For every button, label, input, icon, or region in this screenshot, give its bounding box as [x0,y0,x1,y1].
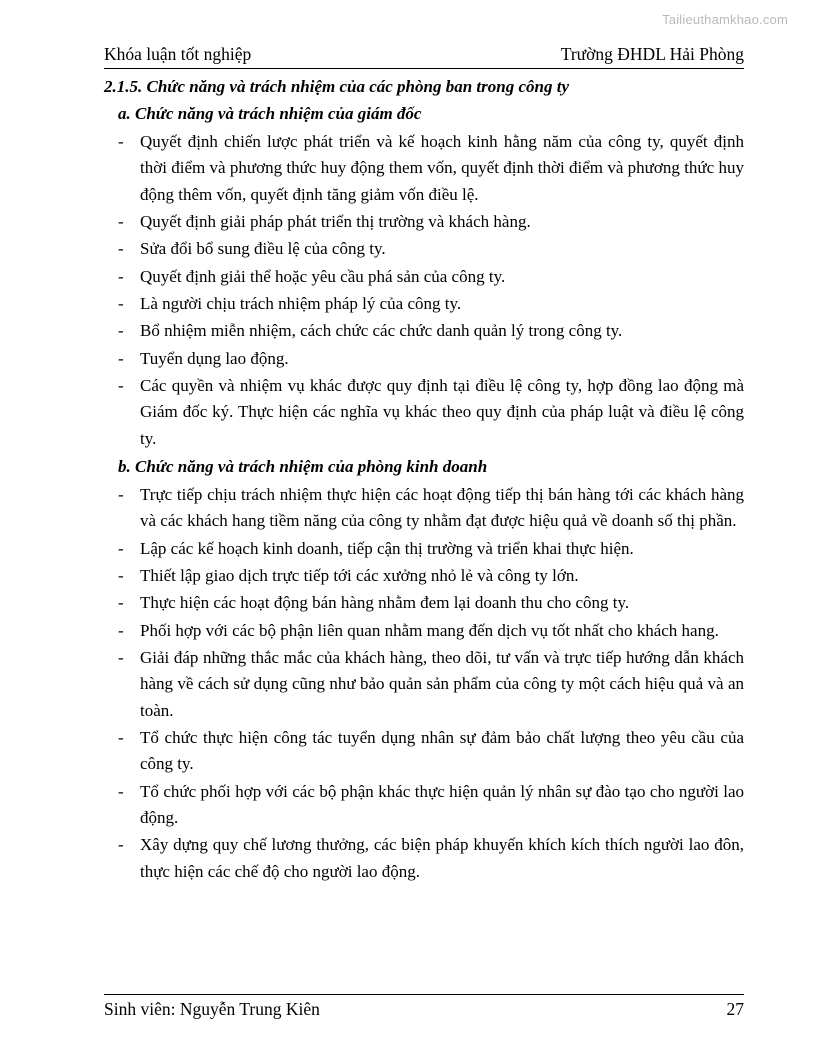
list-item-text: Tổ chức thực hiện công tác tuyển dụng nhân sự đảm bảo chất lượng theo yêu cầu của công ty. [140,728,744,774]
bullet-dash: - [118,565,124,585]
list-item [104,618,744,644]
bullet-dash: - [118,648,124,667]
list-item-text: Giải đáp những thắc mắc của khách hàng, theo dõi, tư vấn và trực tiếp hướng dẫn khách hàng về cách sử dụng cũng như bảo quản sản phẩm của công ty một cách hiệu quả và an toàn. [140,648,744,720]
list-item [104,129,744,208]
list-item-text: Bổ nhiệm miễn nhiệm, cách chức các chức danh quản lý trong công ty. [140,321,623,341]
list-item-text: Thiết lập giao dịch trực tiếp tới các xưởng nhỏ lẻ và công ty lớn. [140,565,579,585]
footer-author: Sinh viên: Nguyễn Trung Kiên [104,999,320,1019]
bullet-dash: - [118,538,124,558]
list-item-text: Tổ chức phối hợp với các bộ phận khác thực hiện quản lý nhân sự đào tạo cho người lao động. [140,781,744,828]
bullet-dash: - [118,593,124,613]
list-item [104,346,744,372]
list-item [104,645,744,724]
list-item [104,236,744,262]
list-item-text: Lập các kế hoạch kinh doanh, tiếp cận thị trường và triển khai thực hiện. [140,538,634,558]
list-subsection-b [104,482,744,885]
watermark: Tailieuthamkhao.com [662,12,788,27]
bullet-dash: - [118,484,124,504]
list-item [104,318,744,344]
list-item [104,779,744,832]
list-item [104,373,744,452]
list-item-text: Quyết định giải pháp phát triển thị trường và khách hàng. [140,211,531,231]
list-item-text: Thực hiện các hoạt động bán hàng nhằm đem lại doanh thu cho công ty. [140,593,630,613]
section-heading: 2.1.5. Chức năng và trách nhiệm của các phòng ban trong công ty [104,77,569,96]
footer-row [104,999,744,1020]
bullet-dash: - [118,266,124,286]
header-right-text: Trường ĐHDL Hải Phòng [560,44,744,64]
list-item [104,264,744,290]
running-footer [104,994,744,1020]
list-item-text: Trực tiếp chịu trách nhiệm thực hiện các hoạt động tiếp thị bán hàng tới các khách hàng và các khách hang tiềm năng của công ty nhằm đạt được hiệu quả về doanh số thị phần. [140,484,744,531]
list-item-text: Quyết định giải thể hoặc yêu cầu phá sản của công ty. [140,266,506,286]
bullet-dash: - [118,321,124,341]
list-item [104,563,744,589]
list-item-text: Phối hợp với các bộ phận liên quan nhằm mang đến dịch vụ tốt nhất cho khách hang. [140,620,719,640]
list-item-text: Tuyển dụng lao động. [140,348,289,368]
list-item [104,482,744,535]
bullet-dash: - [118,293,124,313]
bullet-dash: - [118,620,124,640]
list-item [104,291,744,317]
list-item-text: Quyết định chiến lược phát triển và kế hoạch kinh hằng năm của công ty, quyết định thời điểm và phương thức huy động them vốn, quyết định thời điểm và phương thức huy động thêm vốn, quyết định tăng giảm vốn điều lệ. [140,131,744,204]
bullet-dash: - [118,781,124,801]
page-content [104,44,744,887]
list-item-text: Là người chịu trách nhiệm pháp lý của công ty. [140,293,462,313]
list-item-text: Sửa đổi bổ sung điều lệ của công ty. [140,239,386,259]
subsection-a-heading: a. Chức năng và trách nhiệm của giám đốc [118,103,422,123]
list-item [104,725,744,778]
subsection-b-heading: b. Chức năng và trách nhiệm của phòng kinh doanh [118,457,488,476]
footer-divider [104,994,744,995]
bullet-dash: - [118,211,124,231]
bullet-dash: - [118,239,124,259]
bullet-dash: - [118,348,124,368]
bullet-dash: - [118,131,124,151]
running-header [104,44,744,69]
page-number: 27 [726,999,744,1019]
bullet-dash: - [118,728,124,748]
list-item-text: Xây dựng quy chế lương thưởng, các biện pháp khuyến khích kích thích người lao đôn, thực hiện các chế độ cho người lao động. [140,835,744,881]
list-item [104,209,744,235]
header-left-text: Khóa luận tốt nghiệp [104,44,252,64]
list-item [104,536,744,562]
list-subsection-a [104,129,744,452]
list-item [104,590,744,616]
bullet-dash: - [118,835,124,855]
list-item-text: Các quyền và nhiệm vụ khác được quy định tại điều lệ công ty, hợp đồng lao động mà Giám đốc ký. Thực hiện các nghĩa vụ khác theo quy định của pháp luật và điều lệ công ty. [140,375,744,448]
bullet-dash: - [118,375,124,395]
list-item [104,832,744,885]
